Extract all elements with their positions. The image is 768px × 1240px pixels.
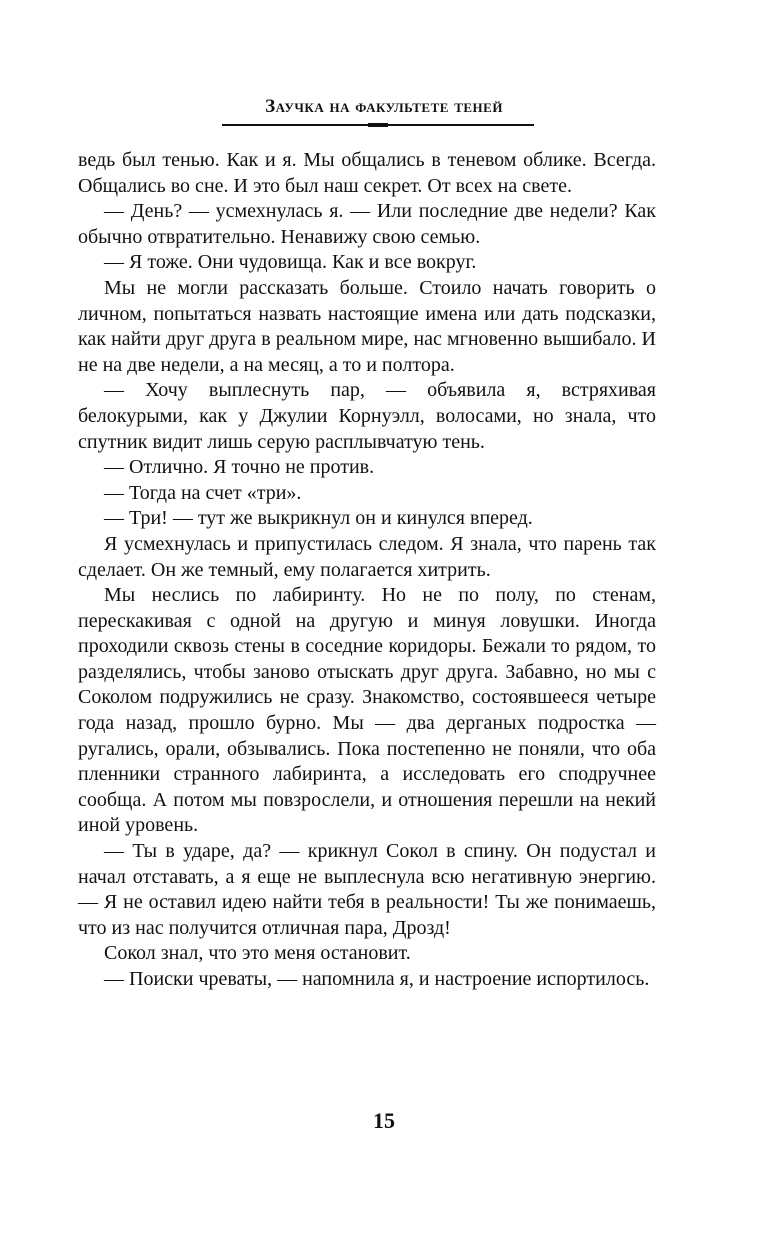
paragraph: — Тогда на счет «три».	[104, 481, 302, 504]
paragraph: — Ты в ударе, да? — крикнул Сокол в спину. Он подустал и начал отставать, а я еще не выплеснула всю негативную энергию. — Я не оставил идею найти тебя в реальности! Ты же понимаешь, что из нас получится отличная пара, Дрозд!	[78, 840, 656, 939]
body-text	[78, 148, 656, 993]
paragraph: Сокол знал, что это меня остановит.	[104, 942, 411, 965]
header-rule	[222, 124, 534, 126]
running-head: Заучка на факультете теней	[265, 96, 503, 117]
paragraph: Я усмехнулась и припустилась следом. Я знала, что парень так сделает. Он же темный, ему полагается хитрить.	[78, 532, 656, 581]
paragraph: — Отлично. Я точно не против.	[104, 456, 375, 479]
paragraph: ведь был тенью. Как и я. Мы общались в теневом облике. Всегда. Общались во сне. И это был наш секрет. От всех на свете.	[78, 149, 656, 197]
paragraph: — Три! — тут же выкрикнул он и кинулся вперед.	[104, 507, 533, 530]
paragraph: — Я тоже. Они чудовища. Как и все вокруг.	[104, 251, 477, 274]
paragraph: — День? — усмехнулась я. — Или последние две недели? Как обычно отвратительно. Ненавижу свою семью.	[78, 200, 656, 248]
paragraph: — Хочу выплеснуть пар, — объявила я, встряхивая белокурыми, как у Джулии Корнуэлл, волосами, но знала, что спутник видит лишь серую расплывчатую тень.	[78, 379, 656, 453]
page-number: 15	[373, 1108, 395, 1133]
paragraph: Мы неслись по лабиринту. Но не по полу, по стенам, перескакивая с одной на другую и минуя ловушки. Иногда проходили сквозь стены в соседние коридоры. Бежали то рядом, то разделялись, чтобы заново отыскать друг друга. Забавно, но мы с Соколом подружились не сразу. Знакомство, состоявшееся четыре года назад, прошло бурно. Мы — два дерганых подростка — ругались, орали, обзывались. Пока постепенно не поняли, что оба пленники странного лабиринта, а исследовать его сподручнее сообща. А потом мы повзрослели, и отношения перешли на некий иной уровень.	[78, 584, 656, 837]
paragraph: Мы не могли рассказать больше. Стоило начать говорить о личном, попытаться назвать настоящие имена или дать подсказки, как найти друг друга в реальном мире, нас мгновенно вышибало. И не на две недели, а на месяц, а то и полтора.	[78, 276, 656, 376]
paragraph: — Поиски чреваты, — напомнила я, и настроение испортилось.	[104, 968, 650, 990]
